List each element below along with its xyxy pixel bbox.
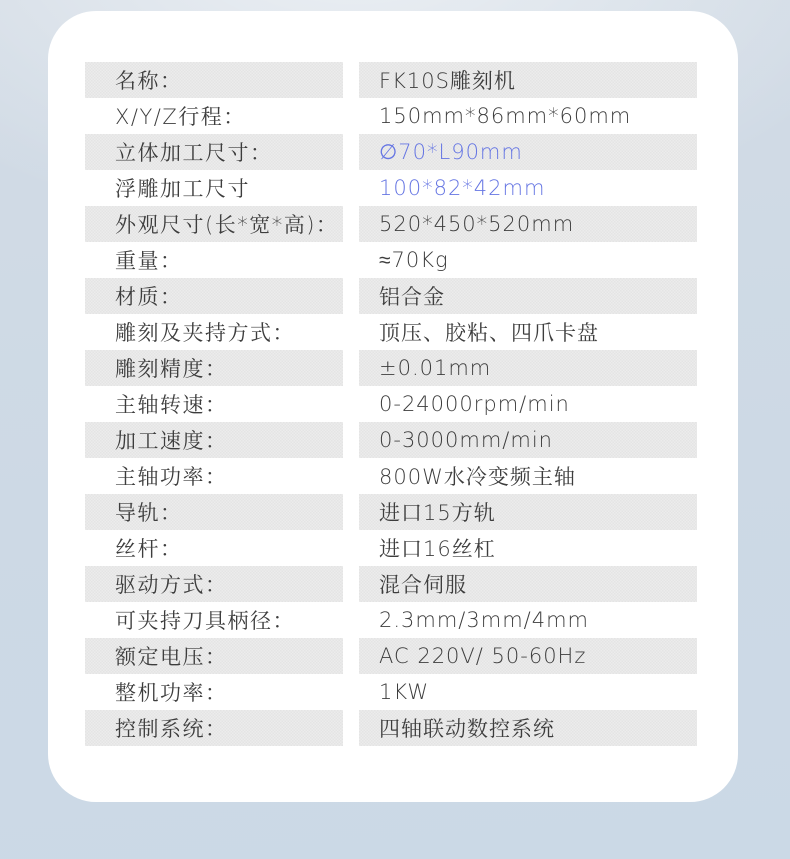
spec-label: 额定电压： xyxy=(85,638,343,674)
spec-value: 150mm*86mm*60mm xyxy=(379,104,632,128)
spec-row xyxy=(85,602,697,638)
spec-value: ±0.01mm xyxy=(359,350,697,386)
spec-value: 800W水冷变频主轴 xyxy=(379,465,576,489)
spec-label: X/Y/Z行程： xyxy=(115,105,246,129)
spec-label: 主轴转速： xyxy=(115,393,228,417)
spec-value: 四轴联动数控系统 xyxy=(359,710,697,746)
spec-row xyxy=(85,422,697,458)
spec-value: 100*82*42mm xyxy=(379,176,546,200)
spec-row xyxy=(85,134,697,170)
spec-label: 立体加工尺寸： xyxy=(85,134,343,170)
spec-label: 主轴功率： xyxy=(115,465,228,489)
spec-value: 进口15方轨 xyxy=(359,494,697,530)
spec-row xyxy=(85,638,697,674)
spec-row xyxy=(85,494,697,530)
spec-value: 0-24000rpm/min xyxy=(379,392,570,416)
spec-value: 2.3mm/3mm/4mm xyxy=(379,608,590,632)
spec-label: 控制系统： xyxy=(85,710,343,746)
spec-row xyxy=(85,278,697,314)
spec-row xyxy=(85,530,697,566)
spec-value: 520*450*520mm xyxy=(359,206,697,242)
spec-label: 丝杆： xyxy=(115,537,183,561)
spec-value: ≈70Kg xyxy=(379,247,449,272)
spec-card xyxy=(48,11,738,802)
spec-row xyxy=(85,674,697,710)
spec-row xyxy=(85,170,697,206)
spec-row xyxy=(85,710,697,746)
spec-row xyxy=(85,242,697,278)
spec-value: 进口16丝杠 xyxy=(379,537,496,561)
spec-row xyxy=(85,314,697,350)
spec-label: 材质： xyxy=(85,278,343,314)
spec-label: 加工速度： xyxy=(85,422,343,458)
spec-row xyxy=(85,350,697,386)
spec-row xyxy=(85,206,697,242)
spec-label: 雕刻及夹持方式： xyxy=(115,321,295,345)
spec-row xyxy=(85,62,697,98)
spec-label: 可夹持刀具柄径： xyxy=(115,609,295,633)
spec-label: 雕刻精度： xyxy=(85,350,343,386)
spec-value: 1KW xyxy=(379,680,430,704)
spec-table xyxy=(85,62,697,746)
spec-value: AC 220V/ 50-60Hz xyxy=(359,638,697,674)
spec-label: 浮雕加工尺寸 xyxy=(115,177,250,201)
spec-label: 重量： xyxy=(115,249,183,273)
spec-row xyxy=(85,386,697,422)
spec-value: 混合伺服 xyxy=(359,566,697,602)
spec-row xyxy=(85,566,697,602)
spec-row xyxy=(85,98,697,134)
spec-label: 外观尺寸(长*宽*高)： xyxy=(85,206,343,242)
spec-value: 0-3000mm/min xyxy=(359,422,697,458)
spec-value: 铝合金 xyxy=(359,278,697,314)
spec-value: FK10S雕刻机 xyxy=(359,62,697,98)
spec-value: 顶压、胶粘、四爪卡盘 xyxy=(379,321,599,345)
spec-value: ∅70*L90mm xyxy=(359,134,697,170)
spec-label: 整机功率： xyxy=(115,681,228,705)
spec-label: 驱动方式： xyxy=(85,566,343,602)
spec-row xyxy=(85,458,697,494)
spec-label: 导轨： xyxy=(85,494,343,530)
spec-label: 名称： xyxy=(85,62,343,98)
